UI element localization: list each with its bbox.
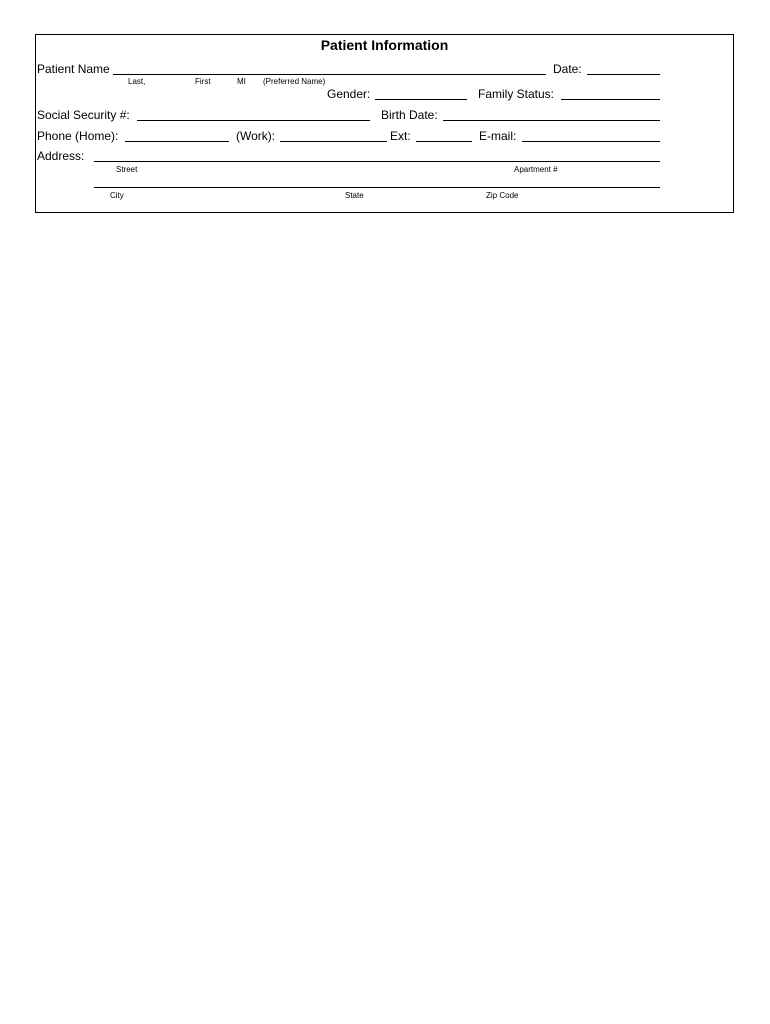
birth-date-field[interactable] bbox=[443, 120, 660, 121]
ext-label: Ext: bbox=[390, 129, 411, 143]
city-state-zip-field[interactable] bbox=[94, 187, 660, 188]
family-status-label: Family Status: bbox=[478, 87, 555, 101]
zip-sub-label: Zip Code bbox=[486, 191, 519, 200]
form-title: Patient Information bbox=[320, 37, 449, 53]
ssn-field[interactable] bbox=[137, 120, 370, 121]
birth-date-label: Birth Date: bbox=[381, 108, 438, 122]
family-status-field[interactable] bbox=[561, 99, 660, 100]
patient-information-form bbox=[35, 34, 734, 213]
email-field[interactable] bbox=[522, 141, 660, 142]
name-sub-mi: MI bbox=[237, 77, 246, 86]
city-sub-label: City bbox=[110, 191, 124, 200]
name-sub-last: Last, bbox=[128, 77, 146, 86]
street-sub-label: Street bbox=[116, 165, 138, 174]
phone-home-field[interactable] bbox=[125, 141, 229, 142]
patient-name-field[interactable] bbox=[113, 74, 546, 75]
work-phone-label: (Work): bbox=[236, 129, 276, 143]
street-address-field[interactable] bbox=[94, 161, 660, 162]
gender-field[interactable] bbox=[375, 99, 467, 100]
gender-label: Gender: bbox=[327, 87, 371, 101]
patient-name-label: Patient Name bbox=[37, 62, 110, 76]
apartment-sub-label: Apartment # bbox=[514, 165, 558, 174]
name-sub-preferred: (Preferred Name) bbox=[263, 77, 326, 86]
phone-home-label: Phone (Home): bbox=[37, 129, 119, 143]
ssn-label: Social Security #: bbox=[37, 108, 130, 122]
state-sub-label: State bbox=[345, 191, 364, 200]
email-label: E-mail: bbox=[479, 129, 517, 143]
work-phone-field[interactable] bbox=[280, 141, 387, 142]
date-field[interactable] bbox=[587, 74, 660, 75]
address-label: Address: bbox=[37, 149, 85, 163]
ext-field[interactable] bbox=[416, 141, 472, 142]
date-label: Date: bbox=[553, 62, 582, 76]
name-sub-first: First bbox=[195, 77, 211, 86]
